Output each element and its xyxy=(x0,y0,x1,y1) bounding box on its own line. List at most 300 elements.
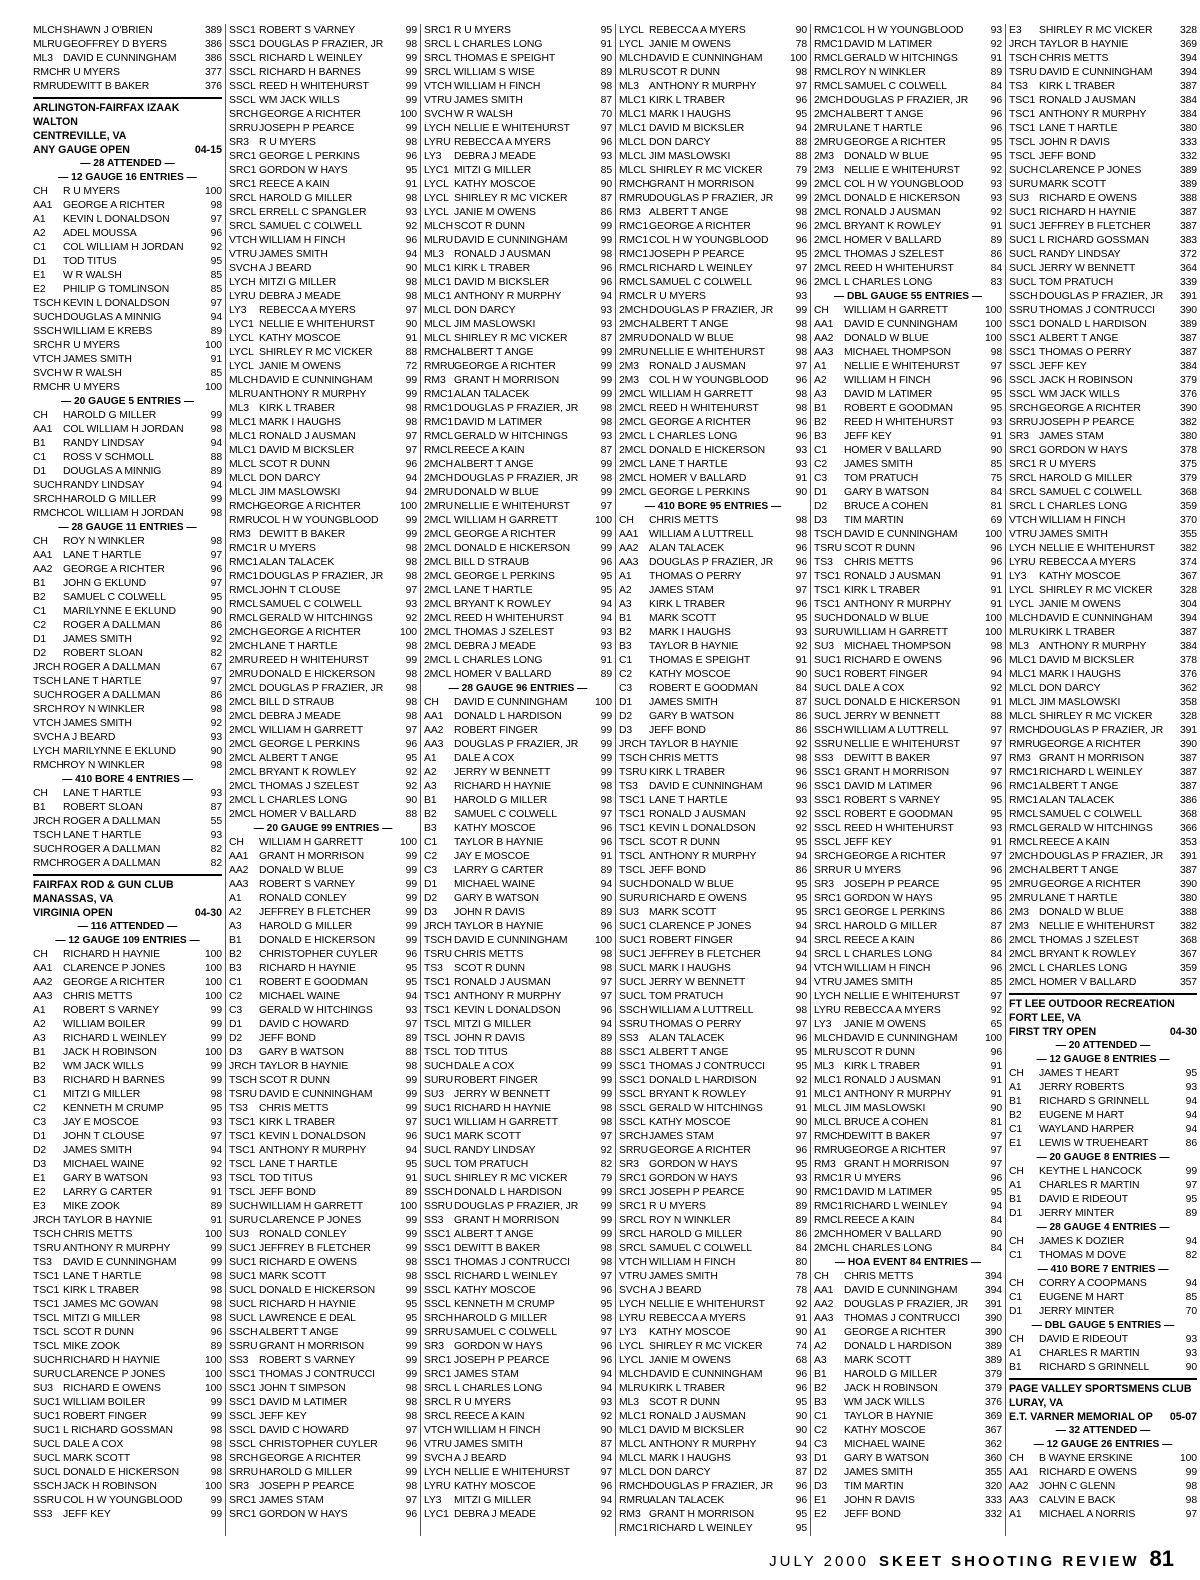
score: 99 xyxy=(405,515,417,526)
score: 100 xyxy=(984,613,1002,624)
class-code: SRC1 xyxy=(619,1173,647,1184)
shooter-name: THOMAS J CONTRUCCI xyxy=(649,1061,765,1072)
shooter-name: COL H W YOUNGBLOOD xyxy=(844,25,964,36)
score: 92 xyxy=(795,809,807,820)
class-code: SSRU xyxy=(619,1019,648,1030)
score: 95 xyxy=(990,389,1002,400)
shooter-name: JOSEPH P PEARCE xyxy=(454,1355,550,1366)
result-row xyxy=(33,1466,222,1480)
score: 95 xyxy=(405,165,417,176)
club-heading: PAGE VALLEY SPORTSMENS CLUB xyxy=(1009,1383,1192,1395)
score: 333 xyxy=(984,1495,1002,1506)
shooter-name: JEFF BOND xyxy=(649,865,706,876)
result-row xyxy=(424,276,612,290)
shooter-name: SAMUEL C COLWELL xyxy=(259,221,362,232)
class-code: TS3 xyxy=(1009,81,1028,92)
shooter-name: JAMES STAM xyxy=(649,585,714,596)
class-code: SU3 xyxy=(229,1229,249,1240)
class-code: A1 xyxy=(1009,1348,1022,1359)
score: 82 xyxy=(210,844,222,855)
shooter-name: DOUGLAS P FRAZIER, JR xyxy=(454,739,579,750)
class-code: SRC1 xyxy=(814,893,842,904)
class-code: C3 xyxy=(814,473,828,484)
result-row xyxy=(814,500,1002,514)
class-code: LYCH xyxy=(424,1467,451,1478)
result-row xyxy=(619,108,807,122)
shooter-name: DOUGLAS P FRAZIER, JR xyxy=(454,1201,579,1212)
result-row xyxy=(229,1438,417,1452)
score: 390 xyxy=(1179,305,1197,316)
class-code: LYCL xyxy=(229,361,254,372)
shooter-name: JOHN R DAVIS xyxy=(1039,137,1110,148)
class-code: 2MCH xyxy=(814,1229,844,1240)
result-row xyxy=(229,808,417,822)
shooter-name: WILLIAM H GARRETT xyxy=(844,627,948,638)
class-code: MLRU xyxy=(33,39,63,50)
score: 84 xyxy=(990,263,1002,274)
score: 379 xyxy=(1179,375,1197,386)
score: 87 xyxy=(600,333,612,344)
class-code: A2 xyxy=(814,375,827,386)
class-code: C3 xyxy=(619,683,633,694)
class-code: MLC1 xyxy=(229,417,257,428)
score: 97 xyxy=(795,361,807,372)
class-code: TSRU xyxy=(33,1243,61,1254)
result-row xyxy=(33,619,222,633)
score: 90 xyxy=(405,795,417,806)
class-code: SSC1 xyxy=(229,25,256,36)
shooter-name: NELLIE E WHITEHURST xyxy=(1039,543,1155,554)
shooter-name: RICHARD L WEINLEY xyxy=(649,263,753,274)
score: 93 xyxy=(795,1173,807,1184)
result-row xyxy=(229,1298,417,1312)
score: 88 xyxy=(405,347,417,358)
score: 355 xyxy=(1179,529,1197,540)
class-code: AA3 xyxy=(1009,1495,1029,1506)
class-code: B3 xyxy=(814,1397,827,1408)
result-row xyxy=(229,962,417,976)
shooter-name: ANTHONY R MURPHY xyxy=(259,1145,367,1156)
shooter-name: HAROLD G MILLER xyxy=(844,921,938,932)
result-row xyxy=(619,1340,807,1354)
class-code: AA3 xyxy=(619,557,639,568)
shooter-name: ALAN TALACEK xyxy=(454,389,530,400)
score: 333 xyxy=(1179,137,1197,148)
result-row xyxy=(619,1410,807,1424)
shooter-name: EUGENE M HART xyxy=(1039,1292,1125,1303)
score: 99 xyxy=(600,1075,612,1086)
shooter-name: DEBRA J MEADE xyxy=(454,641,536,652)
result-row xyxy=(33,689,222,703)
result-row xyxy=(424,402,612,416)
result-row xyxy=(619,934,807,948)
result-row xyxy=(229,234,417,248)
class-code: RMC1 xyxy=(814,39,844,50)
class-code: SRRU xyxy=(814,865,844,876)
result-row xyxy=(229,388,417,402)
result-row xyxy=(814,1312,1002,1326)
class-code: MLRU xyxy=(814,1047,844,1058)
result-row xyxy=(229,1270,417,1284)
class-code: RMRU xyxy=(814,1145,845,1156)
score: 84 xyxy=(990,81,1002,92)
score: 92 xyxy=(990,1005,1002,1016)
result-row xyxy=(424,164,612,178)
shooter-name: SHIRLEY R MC VICKER xyxy=(1039,585,1153,596)
score: 87 xyxy=(600,95,612,106)
result-row xyxy=(424,1144,612,1158)
score: 387 xyxy=(1179,865,1197,876)
score: 93 xyxy=(990,823,1002,834)
shooter-name: DOUGLAS P FRAZIER, JR xyxy=(454,473,579,484)
shooter-name: GORDON W HAYS xyxy=(259,1509,348,1520)
shooter-name: JOHN C GLENN xyxy=(1039,1481,1116,1492)
score: 100 xyxy=(204,963,222,974)
shooter-name: ANTHONY R MURPHY xyxy=(1039,641,1147,652)
class-code: TSCL xyxy=(619,851,646,862)
shooter-name: ROBERT E GOODMAN xyxy=(259,977,368,988)
shooter-name: DAVID E CUNNINGHAM xyxy=(844,319,958,330)
shooter-name: KEVIN L DONALDSON xyxy=(649,823,756,834)
score: 72 xyxy=(405,361,417,372)
shooter-name: HOMER V BALLARD xyxy=(844,235,942,246)
score: 98 xyxy=(405,1061,417,1072)
score: 97 xyxy=(795,81,807,92)
result-row xyxy=(33,1186,222,1200)
class-code: SR3 xyxy=(814,879,834,890)
result-row xyxy=(1009,808,1197,822)
shooter-name: ROGER A DALLMAN xyxy=(63,816,161,827)
shooter-name: JACK H ROBINSON xyxy=(63,1481,157,1492)
class-code: MLRU xyxy=(229,389,259,400)
score: 95 xyxy=(405,963,417,974)
shooter-name: LANE T HARTLE xyxy=(63,550,142,561)
score: 93 xyxy=(795,627,807,638)
result-row xyxy=(1009,1067,1197,1081)
shooter-name: REBECCA A MYERS xyxy=(649,25,746,36)
result-row xyxy=(1009,556,1197,570)
club-heading: LURAY, VA xyxy=(1009,1397,1064,1409)
score: 78 xyxy=(795,1285,807,1296)
score: 94 xyxy=(405,487,417,498)
class-code: TSCH xyxy=(33,830,61,841)
result-row xyxy=(229,1424,417,1438)
shooter-name: SCOT R DUNN xyxy=(259,1075,330,1086)
shooter-name: TAYLOR B HAYNIE xyxy=(844,1411,934,1422)
result-row xyxy=(229,738,417,752)
score: 99 xyxy=(795,305,807,316)
score: 78 xyxy=(795,1271,807,1282)
class-code: MLC1 xyxy=(814,1089,842,1100)
score: 94 xyxy=(795,123,807,134)
event-heading: — 32 ATTENDED — xyxy=(1055,1425,1151,1436)
score: 384 xyxy=(1179,641,1197,652)
score: 389 xyxy=(984,1355,1002,1366)
class-code: LY3 xyxy=(424,1495,442,1506)
result-row xyxy=(619,1396,807,1410)
result-row xyxy=(424,1298,612,1312)
score: 98 xyxy=(795,529,807,540)
shooter-name: MARK SCOTT xyxy=(844,1355,912,1366)
result-row xyxy=(814,192,1002,206)
class-code: SS3 xyxy=(814,753,834,764)
shooter-name: DON DARCY xyxy=(649,137,711,148)
result-row xyxy=(619,850,807,864)
score: 97 xyxy=(210,1131,222,1142)
class-code: MLRU xyxy=(619,67,649,78)
results-column xyxy=(30,24,225,1536)
shooter-name: RICHARD H HAYNIE xyxy=(259,1299,356,1310)
class-code: SRRU xyxy=(229,1467,259,1478)
class-code: E1 xyxy=(33,270,46,281)
result-row xyxy=(424,108,612,122)
score: 90 xyxy=(795,1187,807,1198)
shooter-name: ALBERT T ANGE xyxy=(454,1229,534,1240)
class-code: D2 xyxy=(814,1467,828,1478)
result-row xyxy=(1009,668,1197,682)
shooter-name: JEFFREY B FLETCHER xyxy=(1039,221,1151,232)
result-row xyxy=(814,640,1002,654)
shooter-name: DOUGLAS A MINNIG xyxy=(63,312,162,323)
shooter-name: CLARENCE P JONES xyxy=(649,921,752,932)
shooter-name: LANE T HARTLE xyxy=(1039,893,1118,904)
class-code: TSCH xyxy=(619,753,647,764)
class-code: SU3 xyxy=(1009,193,1029,204)
class-code: CH xyxy=(1009,1068,1024,1079)
result-row xyxy=(1009,38,1197,52)
shooter-name: WILLIAM BOILER xyxy=(63,1019,146,1030)
class-code: LYCL xyxy=(619,1355,644,1366)
result-row xyxy=(619,80,807,94)
class-code: MLCH xyxy=(1009,613,1039,624)
class-code: SSCL xyxy=(229,53,256,64)
shooter-name: KIRK L TRABER xyxy=(259,1117,336,1128)
shooter-name: KENNETH M CRUMP xyxy=(454,1299,555,1310)
shooter-name: L RICHARD GOSSMAN xyxy=(1039,235,1149,246)
score: 91 xyxy=(795,1103,807,1114)
result-row xyxy=(619,1214,807,1228)
score: 93 xyxy=(210,732,222,743)
result-row xyxy=(424,1102,612,1116)
score: 99 xyxy=(600,389,612,400)
result-row xyxy=(814,276,1002,290)
score: 98 xyxy=(210,1299,222,1310)
result-row xyxy=(229,766,417,780)
class-code: C2 xyxy=(814,1425,828,1436)
result-row xyxy=(814,1410,1002,1424)
result-row xyxy=(1009,248,1197,262)
class-code: TSC1 xyxy=(424,1005,451,1016)
shooter-name: W R WALSH xyxy=(63,270,122,281)
shooter-name: JAMES SMITH xyxy=(63,718,132,729)
shooter-name: REBECCA A MYERS xyxy=(259,305,356,316)
result-row xyxy=(424,1158,612,1172)
result-row xyxy=(424,416,612,430)
result-row xyxy=(229,878,417,892)
score: 95 xyxy=(795,109,807,120)
result-row xyxy=(424,360,612,374)
result-row xyxy=(424,766,612,780)
shooter-name: LANE T HARTLE xyxy=(259,641,338,652)
score: 376 xyxy=(1179,669,1197,680)
shooter-name: ROBERT SLOAN xyxy=(63,648,143,659)
shooter-name: R U MYERS xyxy=(259,137,316,148)
result-row xyxy=(814,1340,1002,1354)
shooter-name: JANIE M OWENS xyxy=(649,1355,731,1366)
score: 96 xyxy=(600,837,612,848)
class-code: TSC1 xyxy=(1009,123,1036,134)
score: 372 xyxy=(1179,249,1197,260)
score: 97 xyxy=(405,725,417,736)
score: 394 xyxy=(1179,67,1197,78)
shooter-name: KATHY MOSCOE xyxy=(259,333,341,344)
result-row xyxy=(814,1480,1002,1494)
result-row xyxy=(814,234,1002,248)
score: 90 xyxy=(600,1425,612,1436)
shooter-name: DAVID M LATIMER xyxy=(844,39,933,50)
shooter-name: DAVID E CUNNINGHAM xyxy=(63,1257,177,1268)
result-row xyxy=(229,1340,417,1354)
score: 100 xyxy=(204,382,222,393)
score: 97 xyxy=(990,991,1002,1002)
shooter-name: A J BEARD xyxy=(63,732,116,743)
shooter-name: MIKE ZOOK xyxy=(63,1341,120,1352)
result-row xyxy=(33,38,222,52)
score: 96 xyxy=(795,221,807,232)
shooter-name: CLARENCE P JONES xyxy=(1039,165,1142,176)
result-row xyxy=(1009,150,1197,164)
score: 96 xyxy=(600,1355,612,1366)
class-code: JRCH xyxy=(33,816,61,827)
class-code: VTCH xyxy=(229,235,257,246)
result-row xyxy=(33,633,222,647)
class-code: MLCL xyxy=(1009,697,1037,708)
score: 94 xyxy=(210,312,222,323)
shooter-name: MARK SCOTT xyxy=(649,907,717,918)
shoot-name: ANY GAUGE OPEN xyxy=(33,144,130,156)
shooter-name: GEORGE L PERKINS xyxy=(259,151,360,162)
score: 99 xyxy=(405,95,417,106)
score: 94 xyxy=(405,473,417,484)
result-row xyxy=(619,346,807,360)
shooter-name: GEORGE A RICHTER xyxy=(649,1145,751,1156)
result-row xyxy=(229,514,417,528)
score: 99 xyxy=(405,1075,417,1086)
score: 99 xyxy=(405,1327,417,1338)
class-code: 2MCL xyxy=(424,655,452,666)
club-divider xyxy=(1009,993,1197,995)
shooter-name: JEFF KEY xyxy=(63,1509,111,1520)
result-row xyxy=(619,626,807,640)
shooter-name: GEORGE A RICHTER xyxy=(454,361,556,372)
shooter-name: GEORGE A RICHTER xyxy=(1039,879,1141,890)
result-row xyxy=(814,934,1002,948)
class-code: MLCH xyxy=(619,53,649,64)
score: 360 xyxy=(984,1453,1002,1464)
class-code: LY3 xyxy=(424,151,442,162)
class-code: RMCL xyxy=(229,585,259,596)
shooter-name: DEBRA J MEADE xyxy=(259,711,341,722)
class-code: RMCL xyxy=(424,445,454,456)
result-row xyxy=(814,332,1002,346)
shooter-name: A J BEARD xyxy=(649,1285,702,1296)
shooter-name: JERRY W BENNETT xyxy=(649,977,746,988)
score: 99 xyxy=(405,123,417,134)
class-code: 2MCH xyxy=(619,305,649,316)
score: 96 xyxy=(405,459,417,470)
result-row xyxy=(229,640,417,654)
shooter-name: JEFFREY B FLETCHER xyxy=(259,1243,371,1254)
score: 94 xyxy=(600,291,612,302)
score: 91 xyxy=(990,1061,1002,1072)
result-row xyxy=(229,1186,417,1200)
class-code: TSC1 xyxy=(424,991,451,1002)
result-row xyxy=(814,626,1002,640)
shooter-name: CHRIS METTS xyxy=(259,1103,329,1114)
class-code: SSCH xyxy=(619,1005,648,1016)
score: 98 xyxy=(600,963,612,974)
class-code: SSC1 xyxy=(229,1397,256,1408)
result-row xyxy=(229,920,417,934)
shooter-name: TAYLOR B HAYNIE xyxy=(649,739,739,750)
class-code: TSCL xyxy=(424,1033,451,1044)
score: 93 xyxy=(990,179,1002,190)
score: 87 xyxy=(600,445,612,456)
class-code: TSCH xyxy=(814,529,842,540)
result-row xyxy=(1009,1361,1197,1375)
score: 378 xyxy=(1179,445,1197,456)
result-row xyxy=(424,1410,612,1424)
result-row xyxy=(814,710,1002,724)
result-row xyxy=(229,836,417,850)
shooter-name: JAMES SMITH xyxy=(844,1467,913,1478)
shooter-name: JOSEPH P PEARCE xyxy=(844,879,940,890)
shooter-name: SCOT R DUNN xyxy=(454,221,525,232)
score: 94 xyxy=(795,921,807,932)
score: 97 xyxy=(600,1467,612,1478)
shooter-name: GRANT H MORRISON xyxy=(844,767,950,778)
score: 99 xyxy=(210,1075,222,1086)
shooter-name: ROBERT E GOODMAN xyxy=(844,403,953,414)
score: 97 xyxy=(405,305,417,316)
shooter-name: GRANT H MORRISON xyxy=(1039,753,1145,764)
result-row xyxy=(229,276,417,290)
class-code: SRCL xyxy=(424,1397,452,1408)
score: 95 xyxy=(990,137,1002,148)
score: 92 xyxy=(990,683,1002,694)
shooter-name: RONALD J AUSMAN xyxy=(259,431,356,442)
result-row xyxy=(424,500,612,514)
shooter-name: JEFF KEY xyxy=(1039,361,1087,372)
class-code: C1 xyxy=(1009,1250,1023,1261)
score: 94 xyxy=(990,669,1002,680)
result-row xyxy=(1009,682,1197,696)
shooter-name: LANE T HARTLE xyxy=(649,795,728,806)
shooter-name: RICHARD L WEINLEY xyxy=(1039,767,1143,778)
score: 391 xyxy=(1179,851,1197,862)
score: 90 xyxy=(795,25,807,36)
shooter-name: ROGER A DALLMAN xyxy=(63,620,161,631)
class-code: SUCH xyxy=(814,613,844,624)
score: 98 xyxy=(210,1453,222,1464)
result-row xyxy=(229,1326,417,1340)
shooter-name: KEVIN L DONALDSON xyxy=(454,1005,561,1016)
score: 99 xyxy=(600,725,612,736)
class-code: LYCH xyxy=(424,123,451,134)
result-row xyxy=(1009,696,1197,710)
shooter-name: ANTHONY R MURPHY xyxy=(649,1439,757,1450)
class-code: CH xyxy=(33,536,48,547)
